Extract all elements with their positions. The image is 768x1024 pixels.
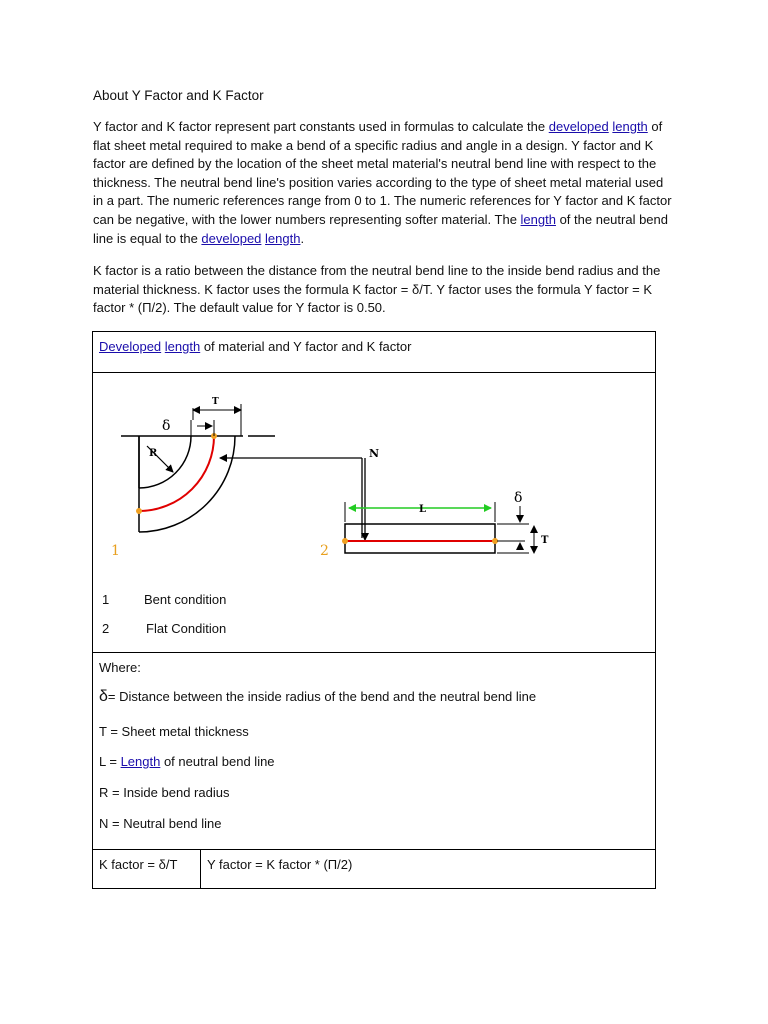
intro-paragraph: [93, 118, 676, 248]
kfactor-paragraph: K factor is a ratio between the distance from the neutral bend line to the inside bend radius and the material thickness. K factor uses the formula K factor = δ/T. Y factor uses the formula Y factor = K factor * (Π/2). The default value for Y factor is 0.50.: [93, 263, 661, 316]
label-t: T: [541, 535, 549, 546]
bend-diagram: [93, 374, 654, 574]
length-link[interactable]: length: [612, 119, 648, 134]
label-t: T: [212, 397, 219, 407]
row-divider: [93, 849, 655, 850]
text-span: .: [300, 230, 305, 246]
k-factor-formula: K factor = δ/T: [99, 857, 178, 872]
label-l: L: [419, 504, 427, 515]
text-span: Y factor and K factor represent part constants used in formulas to calculate the: [93, 119, 549, 134]
developed-link[interactable]: developed: [201, 230, 262, 246]
text-span: L =: [99, 754, 121, 769]
def-n: N = Neutral bend line: [99, 816, 222, 831]
legend-num: 1: [102, 592, 110, 607]
row-divider: [93, 372, 655, 373]
flat-rect: [345, 524, 495, 553]
delta-symbol: δ: [99, 688, 108, 705]
neutral-leader: [220, 447, 379, 540]
def-l: [99, 754, 275, 769]
inner-arc: [139, 436, 191, 488]
factor-table: [92, 331, 656, 889]
text-span: of flat sheet metal required to make a bend of a specific radius and angle in a design. Y factor and K factor are defined by the location of the sheet metal material's neutral bend line with respect to the thickness. The neutral bend line's position varies according to the type of sheet metal material used in a part. The numeric references range from 0 to 1. The numeric references for Y factor and K factor can be negative, with the lower numbers representing softer material. The: [93, 119, 672, 227]
length-link[interactable]: Length: [120, 754, 161, 769]
flat-part: [320, 490, 549, 559]
legend-text: Bent condition: [144, 592, 227, 607]
text-span: = Distance between the inside radius of the bend and the neutral bend line: [107, 689, 537, 704]
y-factor-formula: Y factor = K factor * (Π/2): [207, 857, 353, 872]
legend-num: 2: [102, 621, 110, 636]
where-title: Where:: [99, 660, 141, 675]
label-2: 2: [320, 543, 329, 559]
label-r: R: [149, 448, 158, 459]
table-header: [99, 339, 411, 354]
text-span: of material and Y factor and K factor: [200, 339, 412, 354]
label-1: 1: [111, 543, 120, 559]
length-link[interactable]: length: [164, 339, 201, 354]
def-t: T = Sheet metal thickness: [99, 724, 249, 739]
length-link[interactable]: length: [520, 211, 556, 227]
def-delta: [99, 688, 536, 706]
row-divider: [93, 652, 655, 653]
label-n: N: [369, 447, 380, 460]
marker-dot: [136, 508, 142, 514]
developed-link[interactable]: developed: [548, 119, 609, 134]
developed-link[interactable]: Developed: [99, 339, 162, 354]
length-link[interactable]: length: [265, 230, 301, 246]
bent-part: [111, 397, 275, 559]
legend-text: Flat Condition: [146, 621, 227, 636]
marker-dot: [342, 538, 348, 544]
page-title: About Y Factor and K Factor: [93, 88, 264, 103]
def-r: R = Inside bend radius: [99, 785, 230, 800]
label-delta: δ: [162, 418, 171, 434]
label-delta: δ: [514, 490, 523, 506]
text-span: of the neutral bend line is equal to the: [93, 211, 668, 246]
text-span: of neutral bend line: [160, 754, 275, 769]
col-divider: [200, 849, 201, 889]
